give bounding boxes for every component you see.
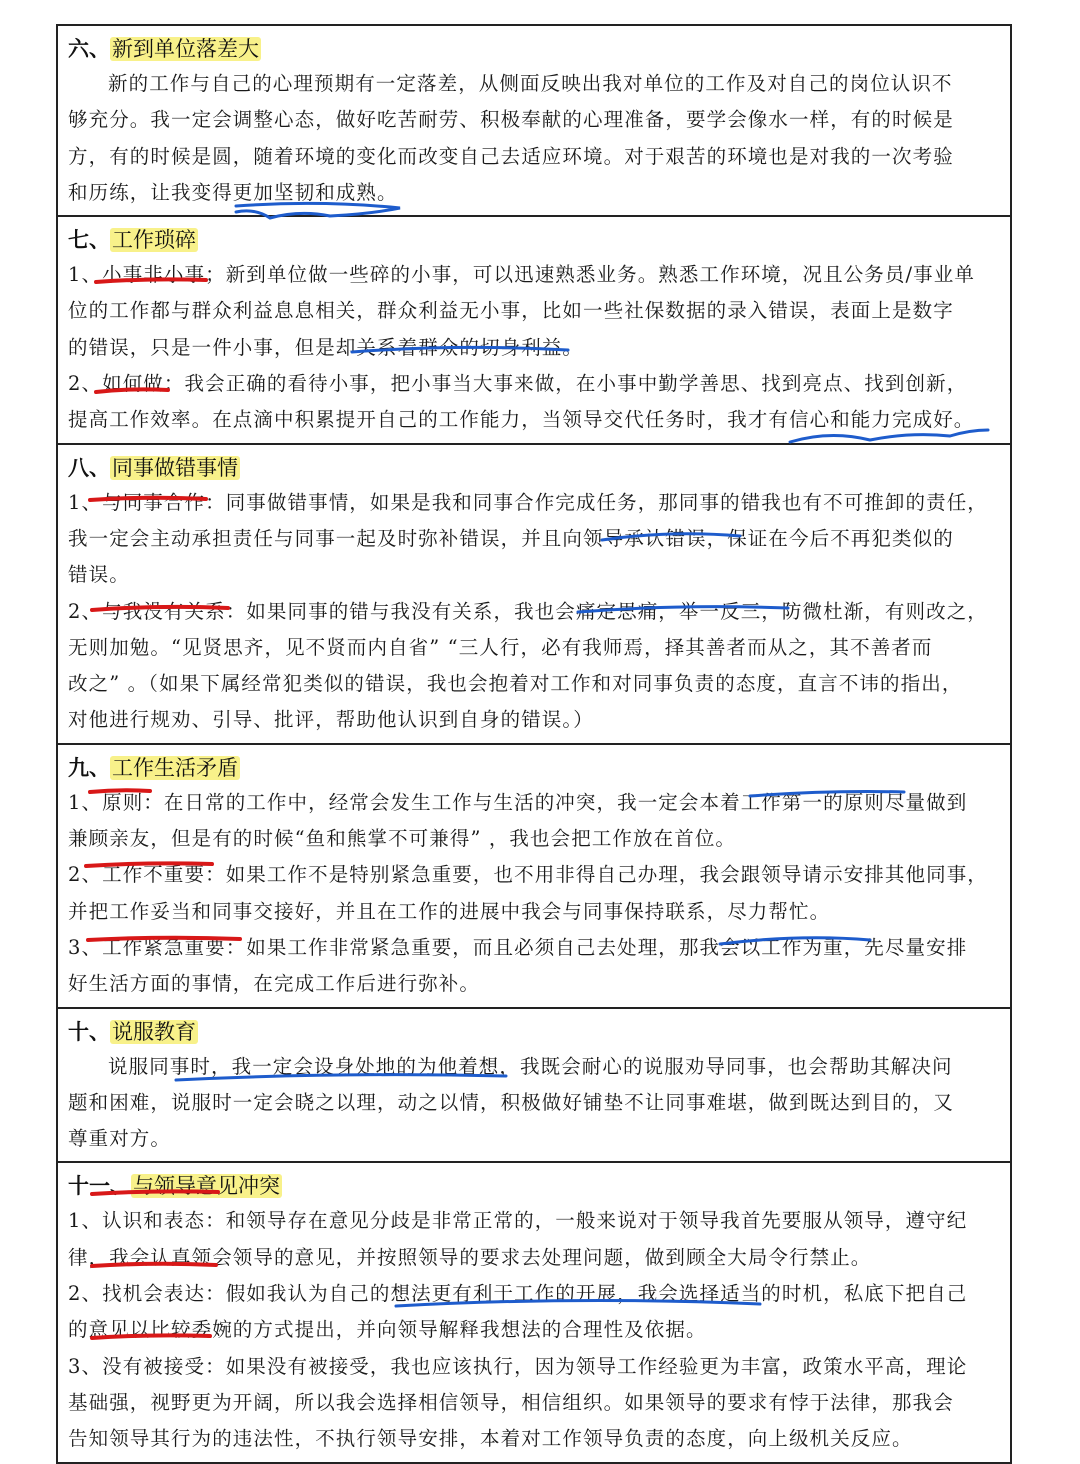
paragraph-line: 1、认识和表态：和领导存在意见分歧是非常正常的，一般来说对于领导我首先要服从领导，遵守纪 bbox=[68, 1209, 968, 1233]
section-title-highlight: 说服教育 bbox=[112, 1019, 196, 1044]
section-number: 九、 bbox=[68, 755, 110, 780]
paragraph-line: 1、原则：在日常的工作中，经常会发生工作与生活的冲突，我一定会本着工作第一的原则尽量做到 bbox=[68, 790, 968, 814]
section-7 bbox=[58, 217, 1010, 444]
section-title bbox=[68, 1015, 1000, 1049]
section-number: 八、 bbox=[68, 455, 110, 480]
paragraph-line: 2、工作不重要：如果工作不是特别紧急重要，也不用非得自己办理，我会跟领导请示安排其他同事， bbox=[68, 863, 988, 887]
paragraph-line: 的意见以比较委婉的方式提出，并向领导解释我想法的合理性及依据。 bbox=[68, 1318, 707, 1342]
section-11 bbox=[58, 1163, 1010, 1461]
paragraph-line: 新的工作与自己的心理预期有一定落差，从侧面反映出我对单位的工作及对自己的岗位认识不 bbox=[108, 72, 953, 95]
section-title bbox=[68, 223, 1000, 257]
paragraph-line: 我一定会主动承担责任与同事一起及时弥补错误，并且向领导承认错误，保证在今后不再犯类似的 bbox=[68, 526, 954, 550]
section-number: 七、 bbox=[68, 228, 110, 253]
section-title bbox=[68, 32, 1000, 66]
section-title bbox=[68, 1169, 1000, 1203]
paragraph-line: 的错误，只是一件小事，但是却关系着群众的切身利益。 bbox=[68, 335, 584, 359]
section-title-highlight: 新到单位落差大 bbox=[112, 37, 259, 61]
section-8 bbox=[58, 445, 1010, 745]
paragraph-line: 尊重对方。 bbox=[68, 1127, 172, 1151]
section-10 bbox=[58, 1009, 1010, 1164]
section-title-highlight: 与领导意见冲突 bbox=[133, 1174, 280, 1199]
paragraph-line: 位的工作都与群众利益息息相关，群众利益无小事，比如一些社保数据的录入错误，表面上是数字 bbox=[68, 299, 954, 323]
paragraph-line: 1、与同事合作：同事做错事情，如果是我和同事合作完成任务，那同事的错我也有不可推卸的责任， bbox=[68, 490, 988, 514]
paragraph-line: 够充分。我一定会调整心态，做好吃苦耐劳、积极奉献的心理准备，要学会像水一样，有的时候是 bbox=[68, 108, 954, 132]
paragraph-line: 1、小事非小事；新到单位做一些碎的小事，可以迅速熟悉业务。熟悉工作环境，况且公务员/事业单 bbox=[68, 263, 975, 287]
paragraph-line: 说服同事时，我一定会设身处地的为他着想，我既会耐心的说服劝导同事，也会帮助其解决问 bbox=[108, 1054, 953, 1078]
section-title-highlight: 工作生活矛盾 bbox=[112, 755, 238, 780]
section-title-highlight: 工作琐碎 bbox=[112, 228, 196, 253]
paragraph-line: 题和困难，说服时一定会晓之以理，动之以情，积极做好铺垫不让同事难堪，做到既达到目的，又 bbox=[68, 1090, 954, 1114]
document-table bbox=[56, 24, 1012, 1464]
paragraph-line: 对他进行规劝、引导、批评，帮助他认识到自身的错误。） bbox=[68, 708, 594, 732]
paragraph-line: 改之” 。（如果下属经常犯类似的错误，我也会抱着对工作和对同事负责的态度，直言不讳的指出， bbox=[68, 672, 963, 696]
section-number: 十、 bbox=[68, 1019, 110, 1044]
paragraph-line: 基础强，视野更为开阔，所以我会选择相信领导，相信组织。如果领导的要求有悖于法律，那我会 bbox=[68, 1390, 954, 1414]
paragraph-line: 错误。 bbox=[68, 563, 130, 587]
section-title bbox=[68, 451, 1000, 485]
section-title-highlight: 同事做错事情 bbox=[112, 455, 238, 480]
paragraph-line: 2、找机会表达：假如我认为自己的想法更有利于工作的开展，我会选择适当的时机，私底下把自己 bbox=[68, 1282, 968, 1306]
section-9 bbox=[58, 745, 1010, 1009]
paragraph-line: 告知领导其行为的违法性，不执行领导安排，本着对工作领导负责的态度，向上级机关反应。 bbox=[68, 1427, 913, 1451]
paragraph-line: 3、工作紧急重要：如果工作非常紧急重要，而且必须自己去处理，那我会以工作为重，先尽量安排 bbox=[68, 935, 968, 959]
paragraph-line: 兼顾亲友，但是有的时候“鱼和熊掌不可兼得” ，我也会把工作放在首位。 bbox=[68, 827, 737, 851]
paragraph-line: 和历练，让我变得更加坚韧和成熟。 bbox=[68, 180, 398, 204]
paragraph-line: 2、如何做：我会正确的看待小事，把小事当大事来做，在小事中勤学善思、找到亮点、找到创新， bbox=[68, 372, 968, 396]
paragraph-line: 好生活方面的事情，在完成工作后进行弥补。 bbox=[68, 972, 481, 996]
section-number: 六、 bbox=[68, 37, 110, 61]
section-6 bbox=[58, 26, 1010, 217]
paragraph-line: 无则加勉。“见贤思齐，见不贤而内自省” “三人行，必有我师焉，择其善者而从之，其不善者而 bbox=[68, 635, 933, 659]
paragraph-line: 2、与我没有关系：如果同事的错与我没有关系，我也会痛定思痛，举一反三，防微杜渐，有则改之， bbox=[68, 599, 988, 623]
paragraph-line: 并把工作妥当和同事交接好，并且在工作的进展中我会与同事保持联系，尽力帮忙。 bbox=[68, 899, 831, 923]
section-number: 十一、 bbox=[68, 1174, 131, 1199]
paragraph-line: 方，有的时候是圆，随着环境的变化而改变自己去适应环境。对于艰苦的环境也是对我的一次考验 bbox=[68, 144, 954, 168]
section-title bbox=[68, 751, 1000, 785]
paragraph-line: 律，我会认真领会领导的意见，并按照领导的要求去处理问题，做到顾全大局令行禁止。 bbox=[68, 1245, 872, 1269]
paragraph-line: 提高工作效率。在点滴中积累提开自己的工作能力，当领导交代任务时，我才有信心和能力完成好。 bbox=[68, 408, 975, 432]
paragraph-line: 3、没有被接受：如果没有被接受，我也应该执行，因为领导工作经验更为丰富，政策水平高，理论 bbox=[68, 1354, 968, 1378]
